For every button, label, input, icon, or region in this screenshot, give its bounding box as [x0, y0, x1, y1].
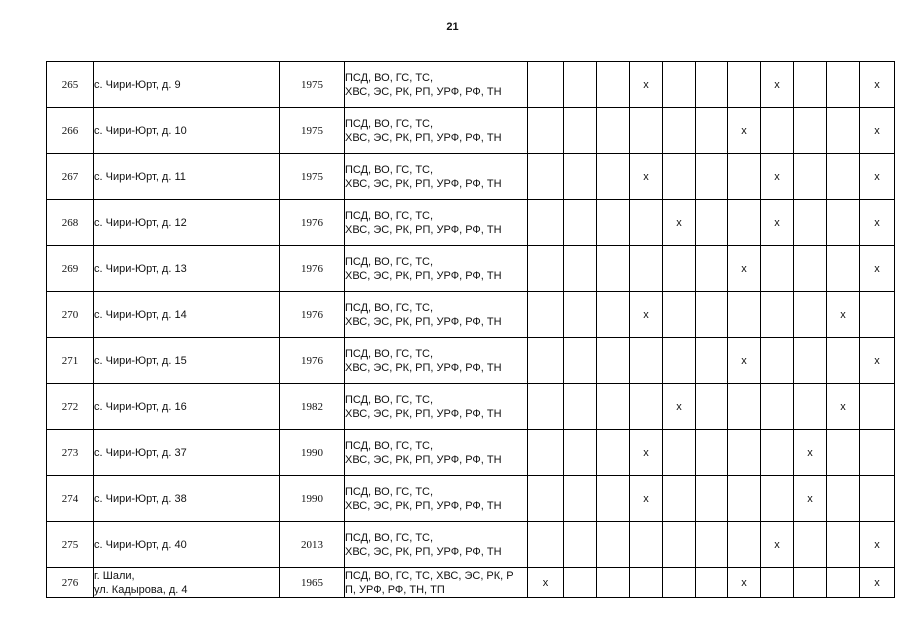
mark-cell — [827, 476, 860, 522]
row-number: 268 — [47, 200, 94, 246]
mark-cell: x — [860, 108, 895, 154]
address-line: с. Чири-Юрт, д. 16 — [94, 400, 187, 413]
systems-line: ХВС, ЭС, РК, РП, УРФ, РФ, ТН — [345, 545, 502, 558]
mark-cell — [696, 154, 728, 200]
year-cell: 1990 — [280, 476, 345, 522]
mark-cell: x — [630, 62, 663, 108]
year-cell: 1975 — [280, 154, 345, 200]
mark-cell: x — [528, 568, 564, 598]
address-line: с. Чири-Юрт, д. 40 — [94, 538, 187, 551]
mark-cell — [564, 430, 597, 476]
row-number: 269 — [47, 246, 94, 292]
mark-cell: x — [728, 568, 761, 598]
mark-cell — [564, 568, 597, 598]
mark-cell — [564, 62, 597, 108]
mark-cell — [663, 154, 696, 200]
systems-line: ХВС, ЭС, РК, РП, УРФ, РФ, ТН — [345, 499, 502, 512]
systems-line: ПСД, ВО, ГС, ТС, — [345, 71, 434, 84]
systems-line: ПСД, ВО, ГС, ТС, — [345, 439, 434, 452]
mark-cell — [663, 246, 696, 292]
table-row — [47, 62, 895, 108]
mark-cell — [761, 246, 794, 292]
table-row — [47, 246, 895, 292]
systems-line: ПСД, ВО, ГС, ТС, — [345, 117, 434, 130]
address-cell — [94, 384, 280, 430]
mark-cell — [761, 384, 794, 430]
systems-line: ПСД, ВО, ГС, ТС, — [345, 163, 434, 176]
mark-cell — [728, 476, 761, 522]
mark-cell: x — [794, 476, 827, 522]
mark-cell — [696, 108, 728, 154]
mark-cell: x — [728, 246, 761, 292]
year-cell: 1982 — [280, 384, 345, 430]
row-number: 270 — [47, 292, 94, 338]
table-row — [47, 338, 895, 384]
mark-cell — [794, 246, 827, 292]
mark-cell — [696, 384, 728, 430]
systems-line: ХВС, ЭС, РК, РП, УРФ, РФ, ТН — [345, 85, 502, 98]
systems-line: ХВС, ЭС, РК, РП, УРФ, РФ, ТН — [345, 315, 502, 328]
mark-cell: x — [794, 430, 827, 476]
mark-cell: x — [860, 522, 895, 568]
mark-cell — [528, 292, 564, 338]
mark-cell — [761, 430, 794, 476]
mark-cell: x — [630, 476, 663, 522]
mark-cell: x — [860, 568, 895, 598]
systems-line: ХВС, ЭС, РК, РП, УРФ, РФ, ТН — [345, 453, 502, 466]
mark-cell — [696, 200, 728, 246]
systems-line: ХВС, ЭС, РК, РП, УРФ, РФ, ТН — [345, 407, 502, 420]
mark-cell — [597, 384, 630, 430]
mark-cell — [597, 246, 630, 292]
mark-cell — [564, 200, 597, 246]
mark-cell — [528, 246, 564, 292]
mark-cell — [663, 476, 696, 522]
mark-cell — [794, 154, 827, 200]
mark-cell — [696, 430, 728, 476]
mark-cell — [528, 200, 564, 246]
mark-cell — [728, 62, 761, 108]
row-number: 265 — [47, 62, 94, 108]
table-row — [47, 200, 895, 246]
year-cell: 1975 — [280, 62, 345, 108]
table-row — [47, 568, 895, 598]
mark-cell — [597, 476, 630, 522]
mark-cell — [696, 476, 728, 522]
mark-cell — [630, 568, 663, 598]
row-number: 271 — [47, 338, 94, 384]
address-line: г. Шали, — [94, 569, 135, 582]
mark-cell — [696, 522, 728, 568]
mark-cell — [761, 338, 794, 384]
mark-cell — [528, 430, 564, 476]
systems-line: ХВС, ЭС, РК, РП, УРФ, РФ, ТН — [345, 177, 502, 190]
mark-cell — [564, 154, 597, 200]
systems-line: ПСД, ВО, ГС, ТС, — [345, 347, 434, 360]
systems-line: П, УРФ, РФ, ТН, ТП — [345, 583, 445, 596]
mark-cell — [827, 522, 860, 568]
mark-cell: x — [860, 154, 895, 200]
address-cell — [94, 200, 280, 246]
mark-cell — [597, 522, 630, 568]
mark-cell — [761, 108, 794, 154]
mark-cell: x — [728, 338, 761, 384]
mark-cell — [528, 522, 564, 568]
page-number: 21 — [446, 21, 459, 33]
mark-cell — [597, 200, 630, 246]
mark-cell — [564, 108, 597, 154]
mark-cell — [696, 568, 728, 598]
year-cell: 1976 — [280, 200, 345, 246]
table-row — [47, 430, 895, 476]
table-row — [47, 108, 895, 154]
mark-cell: x — [827, 384, 860, 430]
mark-cell — [696, 62, 728, 108]
row-number: 274 — [47, 476, 94, 522]
address-cell — [94, 246, 280, 292]
mark-cell — [794, 522, 827, 568]
mark-cell: x — [827, 292, 860, 338]
systems-cell — [345, 476, 528, 522]
mark-cell — [696, 246, 728, 292]
systems-line: ПСД, ВО, ГС, ТС, ХВС, ЭС, РК, Р — [345, 569, 514, 582]
systems-cell — [345, 338, 528, 384]
address-line: с. Чири-Юрт, д. 37 — [94, 446, 187, 459]
mark-cell — [663, 108, 696, 154]
row-number: 273 — [47, 430, 94, 476]
year-cell: 1976 — [280, 246, 345, 292]
mark-cell — [728, 384, 761, 430]
mark-cell — [794, 292, 827, 338]
systems-line: ПСД, ВО, ГС, ТС, — [345, 255, 434, 268]
address-line: с. Чири-Юрт, д. 9 — [94, 78, 181, 91]
address-line: с. Чири-Юрт, д. 15 — [94, 354, 187, 367]
mark-cell — [728, 522, 761, 568]
mark-cell — [827, 108, 860, 154]
mark-cell: x — [630, 154, 663, 200]
row-number: 266 — [47, 108, 94, 154]
systems-line: ХВС, ЭС, РК, РП, УРФ, РФ, ТН — [345, 361, 502, 374]
mark-cell — [860, 430, 895, 476]
mark-cell — [564, 476, 597, 522]
mark-cell — [597, 568, 630, 598]
mark-cell — [528, 108, 564, 154]
address-line: ул. Кадырова, д. 4 — [94, 583, 188, 596]
mark-cell — [528, 384, 564, 430]
mark-cell — [794, 568, 827, 598]
mark-cell — [597, 154, 630, 200]
address-line: с. Чири-Юрт, д. 12 — [94, 216, 187, 229]
mark-cell — [528, 154, 564, 200]
mark-cell — [564, 338, 597, 384]
systems-cell — [345, 568, 528, 598]
address-cell — [94, 476, 280, 522]
systems-cell — [345, 200, 528, 246]
row-number: 276 — [47, 568, 94, 598]
mark-cell — [696, 292, 728, 338]
systems-cell — [345, 108, 528, 154]
mark-cell: x — [761, 200, 794, 246]
row-number: 275 — [47, 522, 94, 568]
mark-cell — [630, 200, 663, 246]
systems-cell — [345, 522, 528, 568]
mark-cell — [696, 338, 728, 384]
year-cell: 2013 — [280, 522, 345, 568]
mark-cell — [663, 568, 696, 598]
mark-cell: x — [860, 62, 895, 108]
mark-cell — [663, 430, 696, 476]
year-cell: 1965 — [280, 568, 345, 598]
systems-cell — [345, 154, 528, 200]
systems-cell — [345, 246, 528, 292]
mark-cell: x — [860, 200, 895, 246]
mark-cell — [827, 568, 860, 598]
address-cell — [94, 154, 280, 200]
mark-cell — [728, 154, 761, 200]
mark-cell — [827, 246, 860, 292]
systems-cell — [345, 62, 528, 108]
housing-register-table — [46, 61, 895, 598]
table-row — [47, 292, 895, 338]
table-row — [47, 384, 895, 430]
mark-cell: x — [761, 62, 794, 108]
mark-cell — [663, 338, 696, 384]
mark-cell — [528, 62, 564, 108]
mark-cell — [630, 108, 663, 154]
year-cell: 1976 — [280, 338, 345, 384]
mark-cell — [564, 522, 597, 568]
mark-cell — [827, 200, 860, 246]
systems-cell — [345, 430, 528, 476]
mark-cell — [860, 476, 895, 522]
mark-cell: x — [630, 292, 663, 338]
mark-cell — [663, 292, 696, 338]
mark-cell: x — [728, 108, 761, 154]
mark-cell — [761, 568, 794, 598]
mark-cell — [794, 62, 827, 108]
table-row — [47, 476, 895, 522]
mark-cell — [630, 338, 663, 384]
mark-cell — [528, 338, 564, 384]
mark-cell — [597, 338, 630, 384]
address-cell — [94, 522, 280, 568]
mark-cell: x — [663, 384, 696, 430]
register-body — [47, 62, 895, 598]
address-cell — [94, 568, 280, 598]
mark-cell — [728, 200, 761, 246]
mark-cell — [597, 430, 630, 476]
mark-cell — [794, 108, 827, 154]
systems-cell — [345, 292, 528, 338]
mark-cell — [728, 292, 761, 338]
mark-cell — [597, 62, 630, 108]
year-cell: 1976 — [280, 292, 345, 338]
mark-cell — [860, 292, 895, 338]
address-cell — [94, 292, 280, 338]
mark-cell — [794, 384, 827, 430]
systems-line: ПСД, ВО, ГС, ТС, — [345, 301, 434, 314]
year-cell: 1975 — [280, 108, 345, 154]
address-line: с. Чири-Юрт, д. 10 — [94, 124, 187, 137]
address-cell — [94, 338, 280, 384]
address-line: с. Чири-Юрт, д. 14 — [94, 308, 187, 321]
address-cell — [94, 62, 280, 108]
mark-cell — [630, 384, 663, 430]
mark-cell — [597, 292, 630, 338]
mark-cell — [528, 476, 564, 522]
mark-cell — [761, 292, 794, 338]
mark-cell: x — [761, 154, 794, 200]
systems-line: ПСД, ВО, ГС, ТС, — [345, 531, 434, 544]
table-row — [47, 522, 895, 568]
mark-cell — [663, 522, 696, 568]
mark-cell — [597, 108, 630, 154]
mark-cell — [564, 246, 597, 292]
mark-cell — [630, 522, 663, 568]
row-number: 272 — [47, 384, 94, 430]
mark-cell — [794, 200, 827, 246]
systems-line: ХВС, ЭС, РК, РП, УРФ, РФ, ТН — [345, 131, 502, 144]
mark-cell — [794, 338, 827, 384]
mark-cell — [827, 430, 860, 476]
systems-line: ХВС, ЭС, РК, РП, УРФ, РФ, ТН — [345, 269, 502, 282]
address-cell — [94, 430, 280, 476]
mark-cell: x — [663, 200, 696, 246]
systems-line: ПСД, ВО, ГС, ТС, — [345, 485, 434, 498]
mark-cell: x — [860, 338, 895, 384]
mark-cell — [564, 384, 597, 430]
systems-cell — [345, 384, 528, 430]
mark-cell — [761, 476, 794, 522]
address-cell — [94, 108, 280, 154]
mark-cell — [827, 62, 860, 108]
mark-cell — [728, 430, 761, 476]
address-line: с. Чири-Юрт, д. 13 — [94, 262, 187, 275]
mark-cell — [663, 62, 696, 108]
systems-line: ПСД, ВО, ГС, ТС, — [345, 209, 434, 222]
mark-cell — [827, 154, 860, 200]
mark-cell — [630, 246, 663, 292]
year-cell: 1990 — [280, 430, 345, 476]
mark-cell — [860, 384, 895, 430]
address-line: с. Чири-Юрт, д. 38 — [94, 492, 187, 505]
mark-cell — [564, 292, 597, 338]
mark-cell: x — [860, 246, 895, 292]
table-row — [47, 154, 895, 200]
systems-line: ХВС, ЭС, РК, РП, УРФ, РФ, ТН — [345, 223, 502, 236]
mark-cell: x — [761, 522, 794, 568]
row-number: 267 — [47, 154, 94, 200]
address-line: с. Чири-Юрт, д. 11 — [94, 170, 186, 183]
mark-cell — [827, 338, 860, 384]
mark-cell: x — [630, 430, 663, 476]
systems-line: ПСД, ВО, ГС, ТС, — [345, 393, 434, 406]
